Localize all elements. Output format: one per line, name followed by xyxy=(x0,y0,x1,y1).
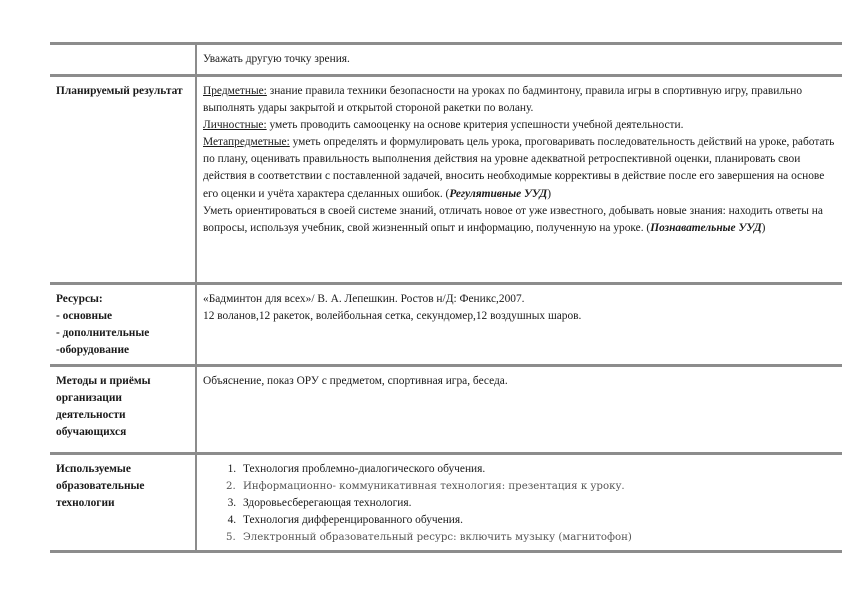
list-item: 5. Электронный образовательный ресурс: включить музыку (магнитофон) xyxy=(239,529,836,546)
row-label-resources xyxy=(50,284,196,366)
label-line: - основные xyxy=(56,310,113,323)
label-line: технологии xyxy=(56,497,115,510)
meta-results-heading: Метапредметные: xyxy=(203,136,290,149)
meta-close: ) xyxy=(547,187,551,200)
cognitive-tag: Познавательные УУД xyxy=(650,221,762,234)
label-line: Методы и приёмы xyxy=(56,375,151,387)
label-line: деятельности xyxy=(56,409,126,422)
meta-results xyxy=(203,134,836,202)
cognitive-close: ) xyxy=(761,221,766,234)
row-content-resources xyxy=(196,284,842,366)
personal-results-heading: Личностные: xyxy=(203,119,267,132)
row-label xyxy=(50,44,196,76)
table-row xyxy=(50,366,842,454)
list-item: 2. Информационно- коммуникативная технология: презентация к уроку. xyxy=(239,478,836,495)
row-label-planned-result: Планируемый результат xyxy=(56,85,183,97)
table-row xyxy=(50,44,842,76)
label-line: -оборудование xyxy=(56,344,130,357)
list-item: 4. Технология дифференцированного обучения. xyxy=(239,512,836,529)
personal-results-text: уметь проводить самооценку на основе критерия успешности учебной деятельности. xyxy=(266,119,684,132)
meta-results-text: уметь определять и формулировать цель урока, проговаривать последовательность действий на уроке, работать по плану, оценивать правильность выполнения действия на уровне адекватной ретроспективной оценки, планировать свои действия в соответствии с поставленной задачей, вносить необходимые коррективы в действие после его завершения на основе его оценки и учёта характера сделанных ошибок. ( xyxy=(203,136,835,200)
cognitive-results-text: Уметь ориентироваться в своей системе знаний, отличать новое от уже известного, добывать новые знания: находить ответы на вопросы, используя учебник, свой жизненный опыт и информацию, полученную на уроке. ( xyxy=(203,204,823,234)
row-label-technologies xyxy=(50,454,196,552)
label-line: - дополнительные xyxy=(56,327,150,340)
row-content-planned-result xyxy=(196,76,842,284)
label-line: обучающихся xyxy=(56,426,127,439)
subject-results-text: знание правила техники безопасности на уроках по бадминтону, правила игры в спортивную игру, правильно выполнять удары закрытой и открытой стороной ракетки по волану. xyxy=(203,85,803,115)
cognitive-results xyxy=(203,203,836,237)
table-row xyxy=(50,76,842,284)
row-label-methods xyxy=(50,366,196,454)
row-content: Уважать другую точку зрения. xyxy=(196,44,842,76)
table-row xyxy=(50,284,842,366)
label-line: Ресурсы: xyxy=(56,293,103,305)
list-item: 1. Технология проблемно-диалогического обучения. xyxy=(239,461,836,478)
label-line: Используемые xyxy=(56,463,131,475)
table-row xyxy=(50,454,842,552)
row-content-methods: Объяснение, показ ОРУ с предметом, спортивная игра, беседа. xyxy=(196,366,842,454)
label-line: организации xyxy=(56,392,122,405)
row-content-technologies xyxy=(196,454,842,552)
resource-book: «Бадминтон для всех»/ В. А. Лепешкин. Ростов н/Д: Феникс,2007. xyxy=(203,293,525,305)
subject-results-heading: Предметные: xyxy=(203,85,267,97)
regulatory-tag: Регулятивные УУД xyxy=(449,187,548,200)
resource-equipment: 12 воланов,12 ракеток, волейбольная сетка, секундомер,12 воздушных шаров. xyxy=(203,310,582,323)
personal-results xyxy=(203,117,836,134)
subject-results xyxy=(203,83,836,117)
list-item: 3. Здоровьесберегающая технология. xyxy=(239,495,836,512)
label-line: образовательные xyxy=(56,480,145,493)
lesson-plan-table xyxy=(50,42,842,553)
technology-list xyxy=(203,461,836,546)
